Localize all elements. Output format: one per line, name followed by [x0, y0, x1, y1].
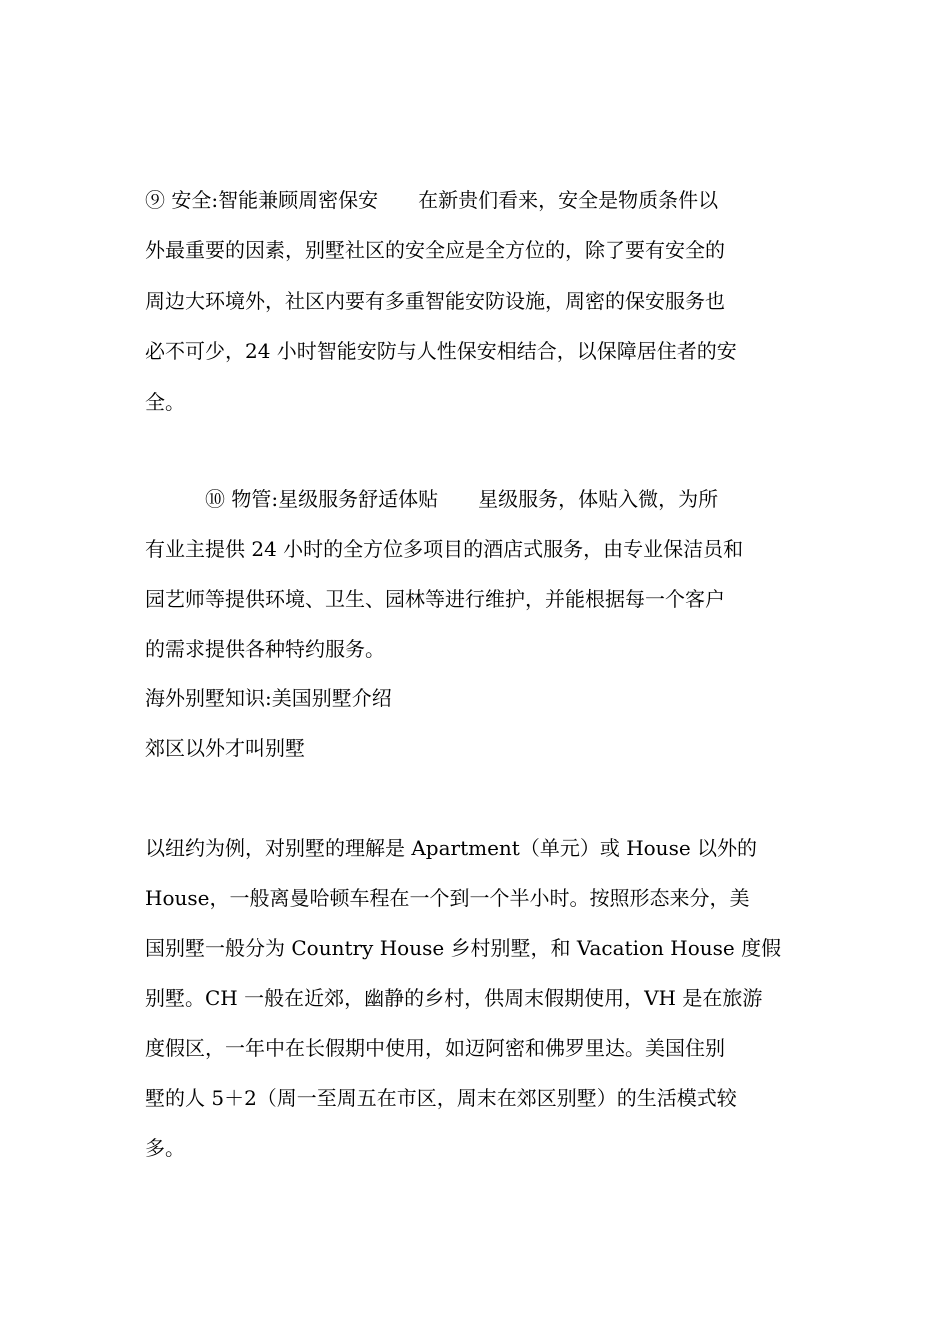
security-paragraph-line-4: 必不可少，24 小时智能安防与人性保安相结合，以保障居住者的安	[145, 339, 737, 363]
newyork-paragraph-line-4: 别墅。CH 一般在近郊，幽静的乡村，供周末假期使用，VH 是在旅游	[145, 986, 763, 1010]
management-paragraph-line-2: 有业主提供 24 小时的全方位多项目的酒店式服务，由专业保洁员和	[145, 537, 744, 561]
security-paragraph-line-3: 周边大环境外，社区内要有多重智能安防设施，周密的保安服务也	[145, 289, 725, 313]
newyork-paragraph-line-1: 以纽约为例，对别墅的理解是 Apartment（单元）或 House 以外的	[145, 836, 758, 860]
security-paragraph-line-5: 全。	[145, 390, 185, 414]
newyork-paragraph-line-2: House，一般离曼哈顿车程在一个到一个半小时。按照形态来分，美	[145, 886, 750, 910]
newyork-paragraph-line-6: 墅的人 5＋2（周一至周五在市区，周末在郊区别墅）的生活模式较	[145, 1086, 737, 1110]
overseas-villa-heading: 海外别墅知识:美国别墅介绍	[145, 686, 392, 710]
newyork-paragraph-line-5: 度假区，一年中在长假期中使用，如迈阿密和佛罗里达。美国住别	[145, 1036, 725, 1060]
newyork-paragraph-line-3: 国别墅一般分为 Country House 乡村别墅，和 Vacation House 度假	[145, 936, 782, 960]
suburb-villa-subheading: 郊区以外才叫别墅	[145, 736, 305, 760]
security-paragraph-line-1: ⑨ 安全:智能兼顾周密保安 在新贵们看来，安全是物质条件以	[145, 188, 719, 212]
management-paragraph-line-1: ⑩ 物管:星级服务舒适体贴 星级服务，体贴入微，为所	[145, 487, 719, 511]
security-paragraph-line-2: 外最重要的因素，别墅社区的安全应是全方位的，除了要有安全的	[145, 238, 725, 262]
management-paragraph-line-4: 的需求提供各种特约服务。	[145, 637, 385, 661]
newyork-paragraph-line-7: 多。	[145, 1136, 185, 1160]
management-paragraph-line-3: 园艺师等提供环境、卫生、园林等进行维护，并能根据每一个客户	[145, 587, 725, 611]
